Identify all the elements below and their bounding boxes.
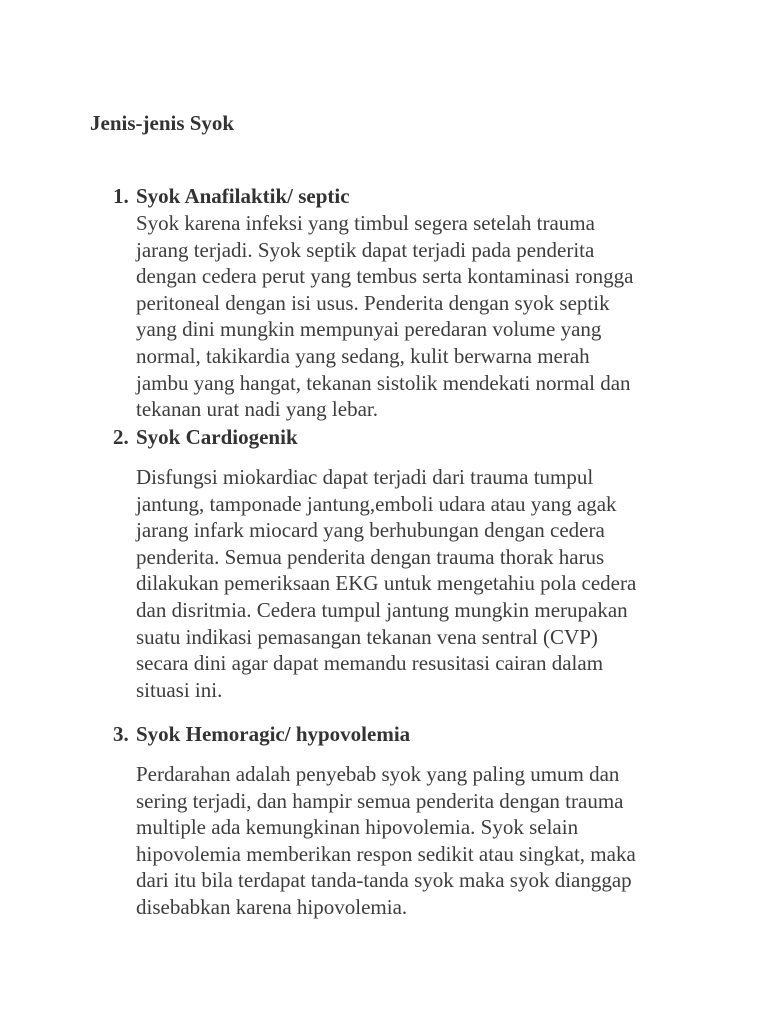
item-heading <box>113 721 693 747</box>
item-number: 2. <box>113 425 129 449</box>
paragraph-line: jantung, tamponade jantung,emboli udara atau yang agak <box>136 491 617 516</box>
paragraph-line: dan disritmia. Cedera tumpul jantung mungkin merupakan <box>136 597 628 622</box>
paragraph-line: multiple ada kemungkinan hipovolemia. Syok selain <box>136 815 579 840</box>
paragraph-line: disebabkan karena hipovolemia. <box>136 894 408 919</box>
paragraph-line: jarang infark miocard yang berhubungan dengan cedera <box>136 518 605 543</box>
item-heading-text: Syok Anafilaktik/ septic <box>136 184 350 208</box>
paragraph-line: dilakukan pemeriksaan EKG untuk mengetahiu pola cedera <box>136 571 637 596</box>
document-title: Jenis-jenis Syok <box>90 111 235 135</box>
paragraph-line: Syok karena infeksi yang timbul segera setelah trauma <box>136 211 595 235</box>
item-number: 3. <box>113 722 129 746</box>
paragraph-line: dengan cedera perut yang tembus serta kontaminasi rongga <box>136 264 634 289</box>
paragraph-line: sering terjadi, dan hampir semua penderita dengan trauma <box>136 788 624 813</box>
paragraph-line: yang dini mungkin mempunyai peredaran volume yang <box>136 317 602 342</box>
item-paragraph <box>136 761 693 921</box>
item-heading <box>113 424 693 450</box>
list-item <box>113 721 693 921</box>
item-paragraph <box>136 210 693 423</box>
paragraph-line: situasi ini. <box>136 677 223 702</box>
paragraph-line: Disfungsi miokardiac dapat terjadi dari trauma tumpul <box>136 465 594 489</box>
item-heading <box>113 183 693 209</box>
paragraph-line: Perdarahan adalah penyebab syok yang paling umum dan <box>136 762 620 786</box>
paragraph-line: hipovolemia memberikan respon sedikit atau singkat, maka <box>136 841 636 866</box>
paragraph-line: peritoneal dengan isi usus. Penderita dengan syok septik <box>136 290 610 315</box>
item-heading-text: Syok Hemoragic/ hypovolemia <box>136 722 411 746</box>
item-paragraph <box>136 464 693 703</box>
list-item <box>113 424 693 703</box>
item-heading-text: Syok Cardiogenik <box>136 425 298 449</box>
item-number: 1. <box>113 184 129 208</box>
paragraph-line: tekanan urat nadi yang lebar. <box>136 397 378 422</box>
list-item <box>113 183 693 423</box>
paragraph-line: suatu indikasi pemasangan tekanan vena sentral (CVP) <box>136 624 598 649</box>
paragraph-line: jambu yang hangat, tekanan sistolik mendekati normal dan <box>136 370 631 395</box>
paragraph-line: normal, takikardia yang sedang, kulit berwarna merah <box>136 343 590 368</box>
paragraph-line: penderita. Semua penderita dengan trauma thorak harus <box>136 544 605 569</box>
paragraph-line: secara dini agar dapat memandu resusitasi cairan dalam <box>136 651 604 676</box>
paragraph-line: jarang terjadi. Syok septik dapat terjadi pada penderita <box>136 237 595 262</box>
paragraph-line: dari itu bila terdapat tanda-tanda syok maka syok dianggap <box>136 868 632 893</box>
